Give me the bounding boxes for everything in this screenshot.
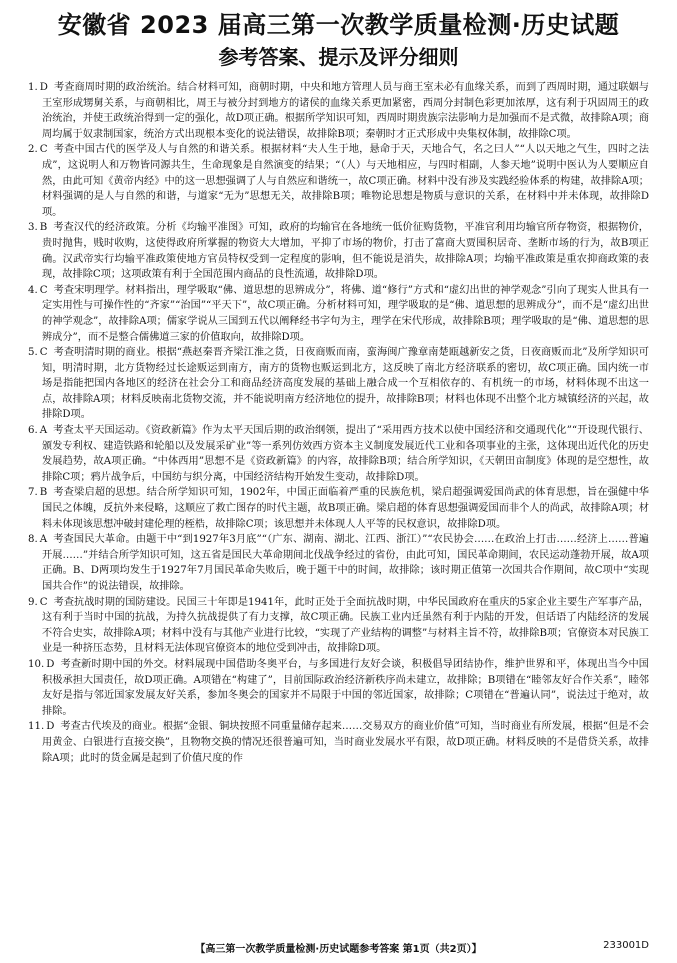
question-number: 5. <box>28 347 38 359</box>
answer-letter: A <box>39 534 48 546</box>
answer-explanation: 考查古代埃及的商业。根据“金银、铜块按照不同重量储存起来……交易双方的商业价值”可知，当时商业有所发展，根据“但是不会用黄金、白银进行直接交换”，且物物交换的情况还很普遍可知，当时商业发展水平有限，故D项正确。材料反映的不是借贷关系，故排除A项；此时的货金属是起到了价值尺度的作 <box>42 721 649 764</box>
answer-item <box>28 423 649 485</box>
footer-page-info: 【高三第一次教学质量检测·历史试题参考答案 第1页（共2页）】 <box>195 944 482 955</box>
answer-explanation: 考查中国古代的医学及人与自然的和谐关系。根据材料“夫人生于地，悬命于天，天地合气，名之曰人”“人以天地之气生，四时之法成”，这说明人和万物皆同源共生，生命现象是自然演变的结果；“（人）与天地相应，与四时相副，人参天地”说明中医认为人要顺应自然，由此可知《黄帝内经》中的这一思想强调了人与自然应和谐统一，故C项正确。材料中没有涉及实践经验体系的构建，故排除A项；材料强调的是人与自然的和谐，与道家“无为”思想无关，故排除B项；唯物论思想是物质与意识的关系，在材料中并未体现，故排除D项。 <box>42 144 649 218</box>
answer-letter: B <box>39 222 48 234</box>
answer-item <box>28 283 649 345</box>
question-number: 4. <box>28 284 38 296</box>
question-number: 7. <box>28 487 38 499</box>
question-number: 6. <box>28 425 38 437</box>
answer-letter: A <box>39 425 48 437</box>
answer-item <box>28 532 649 594</box>
answer-explanation: 考查太平天国运动。《资政新篇》作为太平天国后期的政治纲领，提出了“采用西方技术以使中国经济和交通现代化”“开设现代银行、颁发专利权、建造铁路和轮船以及发展采矿业”等一系列仿效西方资本主义制度发展近代工业和各项事业的主张，这体现出近代化的历史发展趋势，故A项正确。“中体西用”思想不是《资政新篇》的内容，故排除B项；结合所学知识，《天朝田亩制度》体现的是空想性，故排除C项；鸦片战争后，中国纺与织分离，中国经济结构开始发生变动，故排除D项。 <box>42 425 649 483</box>
answer-letter: B <box>39 487 48 499</box>
answer-letter: C <box>39 284 48 296</box>
answer-item <box>28 657 649 719</box>
answer-item <box>28 220 649 282</box>
answer-explanation: 考查商周时期的政治统治。结合材料可知，商朝时期，中央和地方管理人员与商王室未必有血缘关系，而到了西周时期，通过联姻与王室形成甥舅关系，与商朝相比，周王与被分封到地方的诸侯的血缘关系更加紧密，西周分封制色彩更加浓厚，这有利于巩固周王的政治统治，并使王政统治得到一定的强化，故D项正确。根据所学知识可知，西周时期贵族宗法影响力是加强而不是式微，故排除A项；商周均属于奴隶制国家，统治方式出现根本变化的说法错误，故排除B项；秦朝时才正式形成中央集权体制，故排除C项。 <box>42 82 649 140</box>
answer-item <box>28 485 649 532</box>
answer-item <box>28 595 649 657</box>
answer-item <box>28 80 649 142</box>
question-number: 2. <box>28 144 38 156</box>
answer-explanation: 考查明清时期的商业。根据“燕赵秦晋齐梁江淮之货，日夜商贩而南，蛮海闽广豫章南楚瓯越新安之货，日夜商贩而北”及所学知识可知，明清时期，北方货物经过长途贩运到南方，南方的货物也贩运到北方，这反映了南北方经济联系的密切，故C项正确。国内统一市场是指能把国内各地区的经济在社会分工和商品经济高度发展的基础上融合成一个互相依存的、有机统一的市场，材料体现不出这一点，故排除A项；材料反映南北货物交流，并不能说明南方经济地位的提升，故排除B项；材料也体现不出整个北方城镇经济的兴起，故排除D项。 <box>42 347 649 421</box>
question-number: 1. <box>28 82 38 93</box>
answer-letter: C <box>39 144 48 156</box>
answer-explanation: 考查梁启超的思想。结合所学知识可知，1902年，中国正面临着严重的民族危机，梁启超强调爱国尚武的体育思想，旨在强健中华国民之体魄，反抗外来侵略，这顺应了救亡图存的时代主题，故B项正确。梁启超的体育思想强调爱国而非个人的尚武，故排除A项；材料未体现该思想冲破封建伦理的桎梏，故排除C项；该思想并未体现人人平等的民权意识，故排除D项。 <box>42 487 649 530</box>
question-number: 8. <box>28 534 38 546</box>
page-footer <box>0 940 677 955</box>
question-number: 11. <box>28 721 45 733</box>
answer-explanation: 考查新时期中国的外交。材料展现中国借助冬奥平台，与多国进行友好会谈，积极倡导团结协作，维护世界和平，体现出当今中国积极承担大国责任，故D项正确。A项错在“构建了”，目前国际政治经济新秩序尚未建立，故排除；B项错在“睦邻友好合作关系”，睦邻友好是指与邻近国家发展友好关系，参加冬奥会的国家并不局限于中国的邻近国家，故排除；C项错在“普遍认同”，说法过于绝对，故排除。 <box>42 658 649 717</box>
answer-item <box>28 142 649 220</box>
answer-letter: D <box>39 82 48 93</box>
answer-letter: C <box>39 347 48 359</box>
page-title: 安徽省 2023 届高三第一次教学质量检测·历史试题 <box>57 11 620 39</box>
answer-explanation: 考查汉代的经济政策。分析《均输平准图》可知，政府的均输官在各地统一低价征购货物，平准官利用均输官所存物资，根据物价，贵时抛售，贱时收购，这使得政府所掌握的物资大大增加，平抑了市场的物价，打击了富商大贾囤积居奇、垄断市场的行为，故B项正确。汉武帝实行均输平准政策使地方官员特权受到一定程度的影响，但不能说是消失，故排除A项；均输平准政策是重农抑商政策的表现，故排除C项；这项政策有利于全国范围内商品的良性流通，故排除D项。 <box>42 222 649 281</box>
answer-explanation: 考查抗战时期的国防建设。民国三十年即是1941年，此时正处于全面抗战时期，中华民国政府在重庆的5家企业主要生产军事产品，这有利于当时中国的抗战，为持久抗战提供了有力支撑，故C项正确。民族工业内迁虽然有利于内陆的开发，但话语了内陆经济的发展不符合史实，故排除A项；材料中没有与其他产业进行比较，“实现了产业结构的调整”与材料主旨不符，故排除B项；官僚资本对民族工业是一种挤压态势，且材料无法体现官僚资本的地位受到冲击，故排除D项。 <box>42 596 649 655</box>
question-number: 10. <box>28 658 45 670</box>
answer-letter: D <box>46 721 55 733</box>
answer-list <box>28 80 649 766</box>
answer-explanation: 考查国民大革命。由题干中“到1927年3月底”“（广东、湖南、湖北、江西、浙江）”“农民协会……在政治上打击……经济上……普遍开展……”并结合所学知识可知，这五省是国民大革命期间北伐战争经过的省份，由此可知，国民革命期间，农民运动蓬勃开展，故A项正确。B、D两项均发生于1927年7月国民革命失败后，晚于题干中的时间，故排除；该时期正值第一次国共合作期间，故C项中“实现国共合作”的说法错误，故排除。 <box>42 534 649 592</box>
question-number: 9. <box>28 596 38 608</box>
answer-explanation: 考查宋明理学。材料指出，理学吸取“佛、道思想的思辨成分”，将佛、道“修行”方式和“虚幻出世的神学观念”引向了现实人世具有一定实用性与可操作性的“齐家”“治国”“平天下”，故C项正确。分析材料可知，理学吸取的是“佛、道思想的思辨成分”，而不是“虚幻出世的神学观念”，故排除A项；儒家学说从三国到五代以阐释经书字句为主，理学在宋代形成，故排除B项；理学吸取的是“佛、道思想的思辨成分”，而不是整合儒佛道三家的价值取向，故排除D项。 <box>42 284 649 343</box>
question-number: 3. <box>28 222 38 234</box>
page-subtitle: 参考答案、提示及评分细则 <box>218 45 459 69</box>
answer-letter: D <box>46 658 55 670</box>
answer-item <box>28 345 649 423</box>
answer-item <box>28 719 649 766</box>
answer-letter: C <box>39 596 48 608</box>
footer-exam-code: 233001D <box>603 940 649 951</box>
